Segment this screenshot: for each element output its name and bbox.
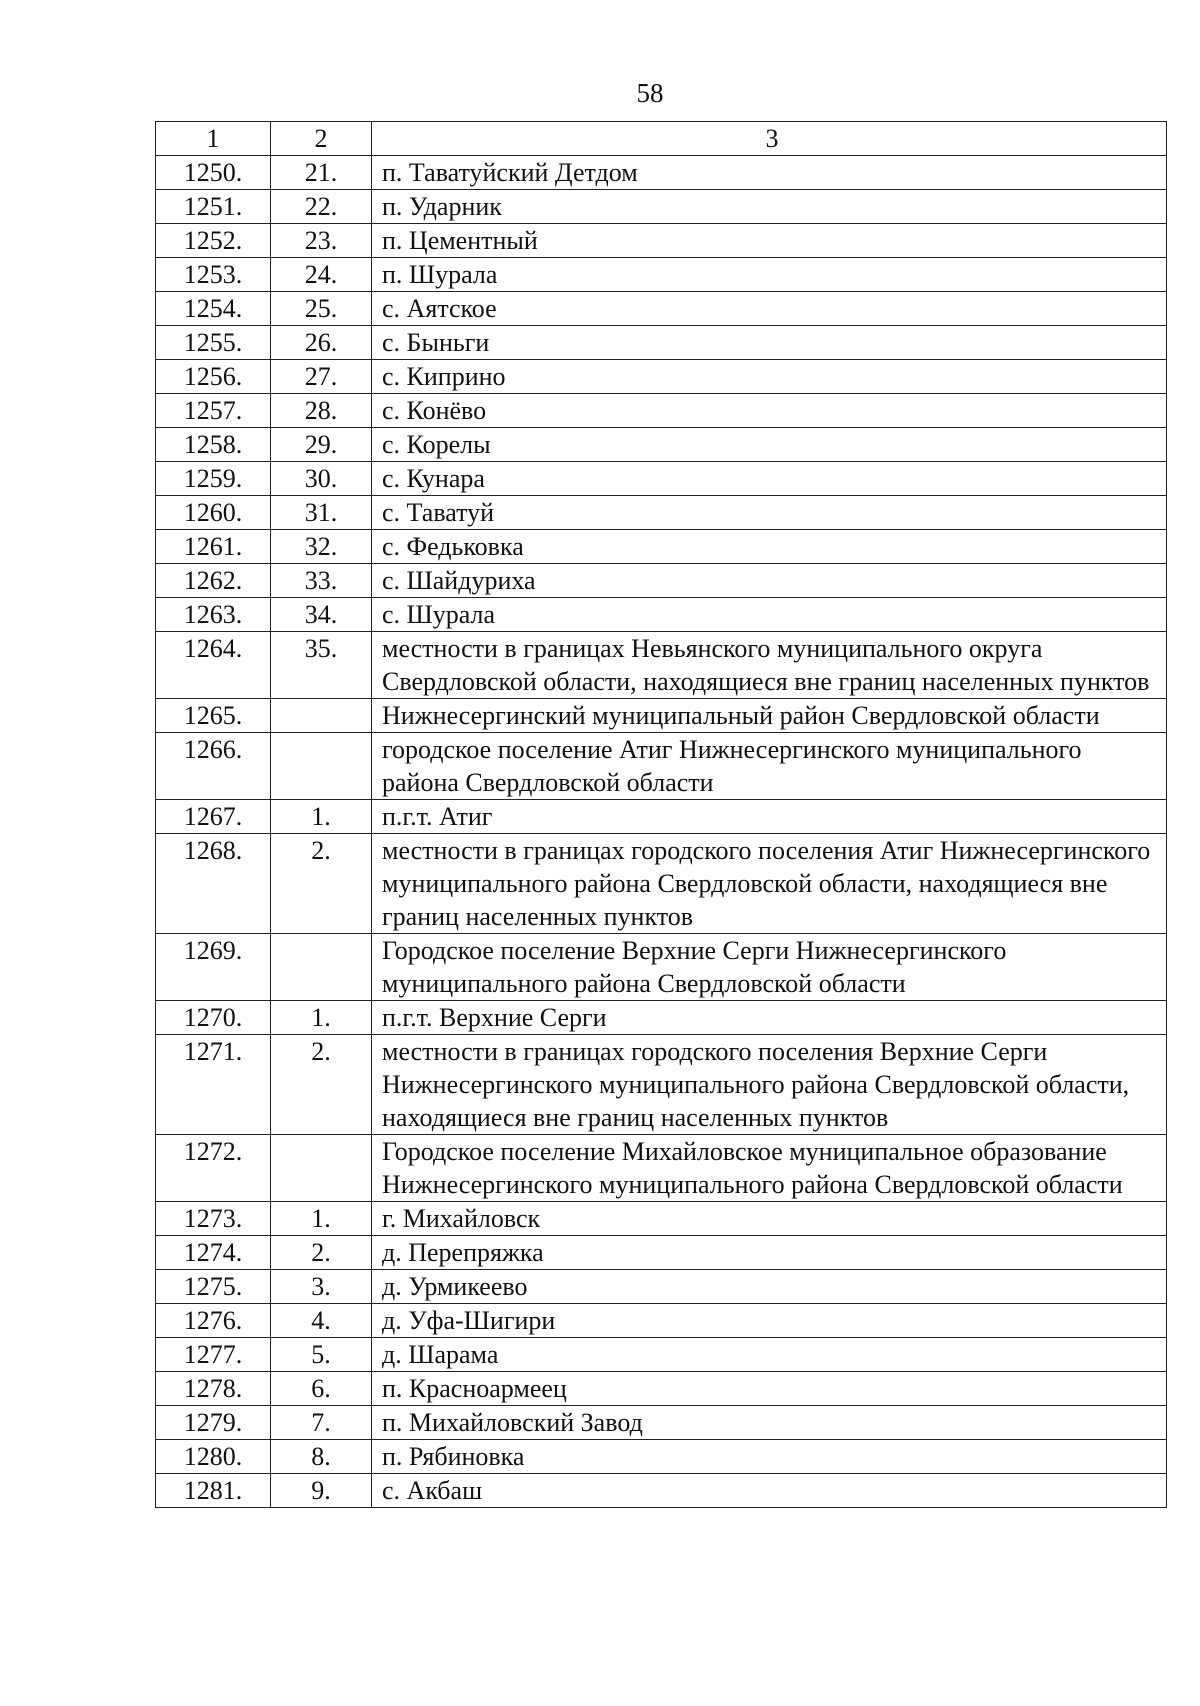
table-row — [156, 496, 1167, 530]
table-row — [156, 632, 1167, 699]
sub-number-cell: 1. — [271, 1001, 372, 1035]
sub-number-cell: 35. — [271, 632, 372, 699]
settlement-name-cell: с. Корелы — [372, 428, 1167, 462]
table-row — [156, 190, 1167, 224]
table-row — [156, 564, 1167, 598]
row-number-cell: 1255. — [156, 326, 271, 360]
table-row — [156, 1236, 1167, 1270]
settlement-name-cell: п. Шурала — [372, 258, 1167, 292]
settlement-name-cell: городское поселение Атиг Нижнесергинского муниципального района Свердловской области — [372, 733, 1167, 800]
settlement-name-cell: д. Уфа-Шигири — [372, 1304, 1167, 1338]
sub-number-cell: 2. — [271, 834, 372, 934]
settlement-name-cell: местности в границах Невьянского муниципального округа Свердловской области, находящиеся вне границ населенных пунктов — [372, 632, 1167, 699]
settlements-table — [155, 121, 1167, 1508]
settlement-name-cell: п. Таватуйский Детдом — [372, 156, 1167, 190]
page-number: 58 — [636, 78, 664, 108]
table-row — [156, 326, 1167, 360]
row-number-cell: 1258. — [156, 428, 271, 462]
table-row — [156, 934, 1167, 1001]
sub-number-cell — [271, 733, 372, 800]
sub-number-cell: 8. — [271, 1440, 372, 1474]
sub-number-cell: 21. — [271, 156, 372, 190]
row-number-cell: 1279. — [156, 1406, 271, 1440]
sub-number-cell: 2. — [271, 1035, 372, 1135]
row-number-cell: 1278. — [156, 1372, 271, 1406]
table-row — [156, 733, 1167, 800]
settlement-name-cell: с. Аятское — [372, 292, 1167, 326]
table-row — [156, 1202, 1167, 1236]
settlement-name-cell: д. Перепряжка — [372, 1236, 1167, 1270]
row-number-cell: 1252. — [156, 224, 271, 258]
settlement-name-cell: с. Таватуй — [372, 496, 1167, 530]
settlement-name-cell: местности в границах городского поселения Верхние Серги Нижнесергинского муниципального района Свердловской области, находящиеся вне границ населенных пунктов — [372, 1035, 1167, 1135]
sub-number-cell: 6. — [271, 1372, 372, 1406]
row-number-cell: 1277. — [156, 1338, 271, 1372]
settlement-name-cell: с. Кунара — [372, 462, 1167, 496]
settlement-name-cell: с. Шайдуриха — [372, 564, 1167, 598]
row-number-cell: 1276. — [156, 1304, 271, 1338]
row-number-cell: 1274. — [156, 1236, 271, 1270]
sub-number-cell: 1. — [271, 800, 372, 834]
row-number-cell: 1254. — [156, 292, 271, 326]
settlement-name-cell: с. Акбаш — [372, 1474, 1167, 1508]
settlement-name-cell: с. Федьковка — [372, 530, 1167, 564]
table-row — [156, 530, 1167, 564]
table-row — [156, 699, 1167, 733]
table-row — [156, 224, 1167, 258]
table-header-row — [156, 122, 1167, 156]
sub-number-cell: 25. — [271, 292, 372, 326]
row-number-cell: 1267. — [156, 800, 271, 834]
sub-number-cell: 5. — [271, 1338, 372, 1372]
header-col-3: 3 — [372, 122, 1167, 156]
sub-number-cell — [271, 1135, 372, 1202]
row-number-cell: 1265. — [156, 699, 271, 733]
sub-number-cell: 23. — [271, 224, 372, 258]
sub-number-cell: 30. — [271, 462, 372, 496]
table-row — [156, 800, 1167, 834]
row-number-cell: 1273. — [156, 1202, 271, 1236]
sub-number-cell: 27. — [271, 360, 372, 394]
settlement-name-cell: п. Красноармеец — [372, 1372, 1167, 1406]
table-body — [156, 122, 1167, 1508]
table-row — [156, 1338, 1167, 1372]
sub-number-cell: 29. — [271, 428, 372, 462]
row-number-cell: 1266. — [156, 733, 271, 800]
row-number-cell: 1281. — [156, 1474, 271, 1508]
table-row — [156, 834, 1167, 934]
sub-number-cell: 24. — [271, 258, 372, 292]
table-row — [156, 1372, 1167, 1406]
table-row — [156, 598, 1167, 632]
settlement-name-cell: с. Шурала — [372, 598, 1167, 632]
table-row — [156, 292, 1167, 326]
table-row — [156, 1001, 1167, 1035]
table-row — [156, 1440, 1167, 1474]
settlement-name-cell: г. Михайловск — [372, 1202, 1167, 1236]
settlement-name-cell: с. Конёво — [372, 394, 1167, 428]
row-number-cell: 1264. — [156, 632, 271, 699]
header-col-1: 1 — [156, 122, 271, 156]
settlement-name-cell: п.г.т. Атиг — [372, 800, 1167, 834]
row-number-cell: 1280. — [156, 1440, 271, 1474]
sub-number-cell: 4. — [271, 1304, 372, 1338]
row-number-cell: 1262. — [156, 564, 271, 598]
sub-number-cell: 32. — [271, 530, 372, 564]
settlement-name-cell: Городское поселение Верхние Серги Нижнесергинского муниципального района Свердловской области — [372, 934, 1167, 1001]
table-row — [156, 428, 1167, 462]
row-number-cell: 1275. — [156, 1270, 271, 1304]
sub-number-cell: 9. — [271, 1474, 372, 1508]
settlement-name-cell: п. Ударник — [372, 190, 1167, 224]
settlement-name-cell: п. Михайловский Завод — [372, 1406, 1167, 1440]
row-number-cell: 1250. — [156, 156, 271, 190]
table-row — [156, 360, 1167, 394]
settlement-name-cell: местности в границах городского поселения Атиг Нижнесергинского муниципального района Свердловской области, находящиеся вне границ населенных пунктов — [372, 834, 1167, 934]
table-row — [156, 156, 1167, 190]
settlement-name-cell: Городское поселение Михайловское муниципальное образование Нижнесергинского муниципального района Свердловской области — [372, 1135, 1167, 1202]
row-number-cell: 1269. — [156, 934, 271, 1001]
row-number-cell: 1256. — [156, 360, 271, 394]
sub-number-cell: 33. — [271, 564, 372, 598]
settlement-name-cell: п.г.т. Верхние Серги — [372, 1001, 1167, 1035]
sub-number-cell: 7. — [271, 1406, 372, 1440]
header-col-2: 2 — [271, 122, 372, 156]
settlement-name-cell: п. Цементный — [372, 224, 1167, 258]
sub-number-cell: 2. — [271, 1236, 372, 1270]
row-number-cell: 1271. — [156, 1035, 271, 1135]
row-number-cell: 1257. — [156, 394, 271, 428]
table-row — [156, 1035, 1167, 1135]
row-number-cell: 1272. — [156, 1135, 271, 1202]
table-row — [156, 394, 1167, 428]
sub-number-cell: 1. — [271, 1202, 372, 1236]
row-number-cell: 1253. — [156, 258, 271, 292]
sub-number-cell: 31. — [271, 496, 372, 530]
settlement-name-cell: с. Киприно — [372, 360, 1167, 394]
sub-number-cell — [271, 699, 372, 733]
sub-number-cell: 3. — [271, 1270, 372, 1304]
sub-number-cell: 22. — [271, 190, 372, 224]
settlement-name-cell: д. Урмикеево — [372, 1270, 1167, 1304]
row-number-cell: 1251. — [156, 190, 271, 224]
table-row — [156, 1135, 1167, 1202]
row-number-cell: 1259. — [156, 462, 271, 496]
table-row — [156, 462, 1167, 496]
settlement-name-cell: п. Рябиновка — [372, 1440, 1167, 1474]
sub-number-cell: 28. — [271, 394, 372, 428]
row-number-cell: 1260. — [156, 496, 271, 530]
sub-number-cell: 34. — [271, 598, 372, 632]
row-number-cell: 1270. — [156, 1001, 271, 1035]
table-row — [156, 258, 1167, 292]
settlement-name-cell: д. Шарама — [372, 1338, 1167, 1372]
table-row — [156, 1474, 1167, 1508]
sub-number-cell — [271, 934, 372, 1001]
sub-number-cell: 26. — [271, 326, 372, 360]
row-number-cell: 1261. — [156, 530, 271, 564]
row-number-cell: 1268. — [156, 834, 271, 934]
table-row — [156, 1304, 1167, 1338]
settlement-name-cell: с. Быньги — [372, 326, 1167, 360]
table-row — [156, 1270, 1167, 1304]
row-number-cell: 1263. — [156, 598, 271, 632]
settlement-name-cell: Нижнесергинский муниципальный район Свердловской области — [372, 699, 1167, 733]
table-row — [156, 1406, 1167, 1440]
